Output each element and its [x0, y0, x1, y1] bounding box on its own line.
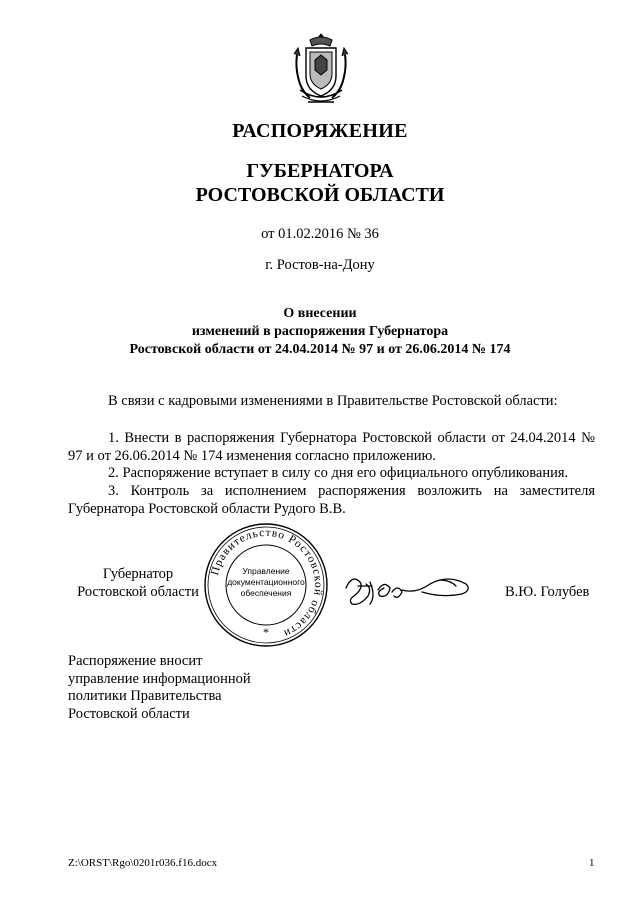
footer-file-path: Z:\ORST\Rgo\0201r036.f16.docx	[68, 857, 218, 869]
submitter-note-line3: политики Правительства	[68, 688, 222, 704]
coat-of-arms-icon	[288, 30, 354, 110]
item-3-paragraph: 3. Контроль за исполнением распоряжения возложить на заместителя Губернатора Ростовской области Рудого В.В.	[68, 483, 595, 517]
subject-line-3: Ростовской области от 24.04.2014 № 97 и от 26.06.2014 № 174	[129, 342, 511, 357]
submitter-note-line2: управление информационной	[68, 670, 251, 687]
signer-position-line2: Ростовской области	[77, 584, 199, 600]
stamp-star: *	[263, 625, 269, 639]
item-1-paragraph: 1. Внести в распоряжения Губернатора Ростовской области от 24.04.2014 № 97 и от 26.06.2014 № 174 изменения согласно приложению.	[68, 430, 595, 464]
document-date-number: от 01.02.2016 № 36	[261, 226, 379, 242]
signer-position	[68, 565, 208, 601]
issuer-title-line2: РОСТОВСКОЙ ОБЛАСТИ	[195, 184, 445, 206]
signer-position-line1: Губернатор	[102, 566, 174, 582]
stamp-center-line1: Управление	[242, 566, 290, 576]
document-type-title: РАСПОРЯЖЕНИЕ	[232, 120, 408, 142]
submitter-note	[68, 653, 308, 723]
submitter-note-line1: Распоряжение вносит	[68, 653, 203, 669]
stamp-center-line2: документационного	[227, 577, 305, 587]
document-city: г. Ростов-на-Дону	[265, 257, 375, 273]
subject-line-2: изменений в распоряжения Губернатора	[191, 324, 449, 339]
footer-page-number: 1	[589, 857, 595, 869]
stamp-center-line3: обеспечения	[240, 588, 292, 598]
submitter-note-line4: Ростовской области	[68, 705, 190, 722]
handwritten-signature	[340, 568, 480, 610]
issuer-title-line1: ГУБЕРНАТОРА	[246, 160, 394, 182]
stamp-ring-text: Правительство Ростовской области	[208, 526, 325, 640]
item-2-paragraph: 2. Распоряжение вступает в силу со дня его официального опубликования.	[108, 465, 569, 481]
official-stamp	[203, 522, 329, 648]
subject-line-1: О внесении	[283, 306, 357, 321]
preamble-paragraph: В связи с кадровыми изменениями в Правительстве Ростовской области:	[108, 393, 558, 409]
signer-name: В.Ю. Голубев	[505, 584, 590, 600]
